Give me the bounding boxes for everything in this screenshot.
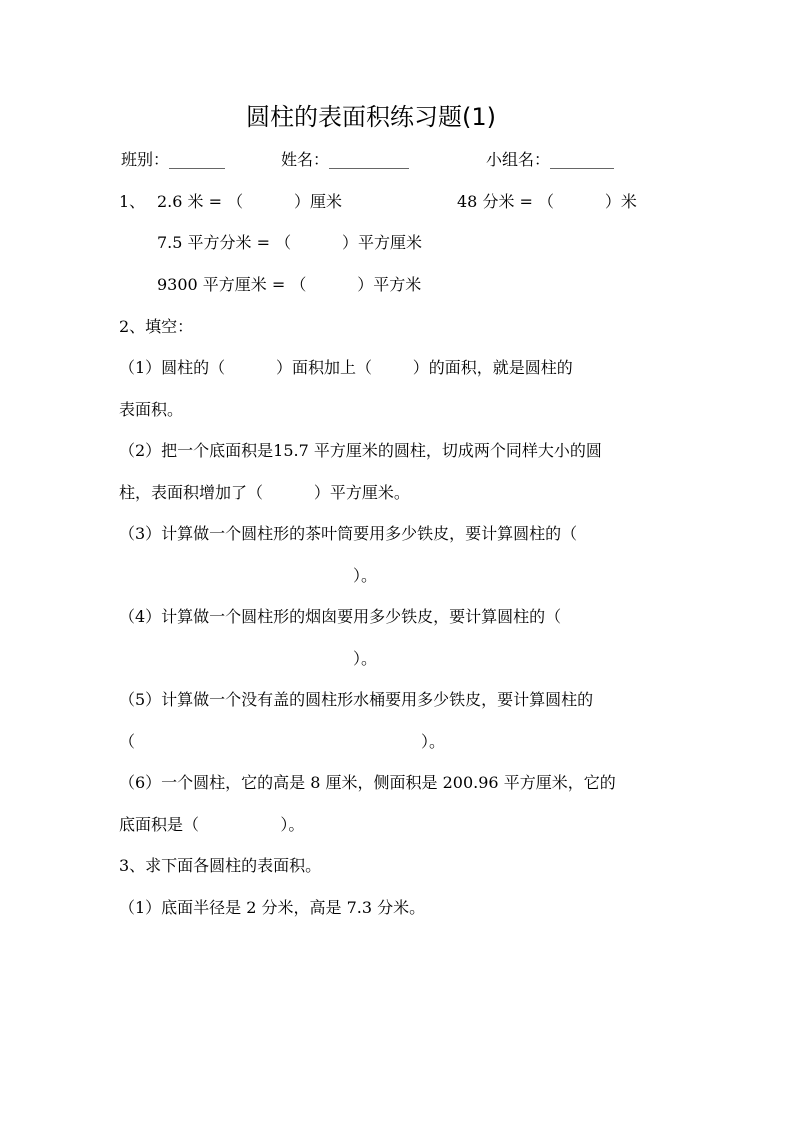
q2-p2-line2: 柱，表面积增加了（ ）平方厘米。 xyxy=(119,483,410,502)
page-title: 圆柱的表面积练习题(1) xyxy=(246,103,496,131)
group-field: 小组名：________ xyxy=(486,150,615,169)
q2-p5-line1: （5）计算做一个没有盖的圆柱形水桶要用多少铁皮，要计算圆柱的 xyxy=(119,690,594,709)
q1-item-d: 9300 平方厘米 = （ ）平方米 xyxy=(157,275,422,294)
q2-p6-line2: 底面积是（ ）。 xyxy=(119,815,305,834)
q2-p5-line2-open: （ xyxy=(119,732,136,751)
q1-item-c: 7.5 平方分米 = （ ）平方厘米 xyxy=(157,233,422,252)
q2-p6-line1: （6）一个圆柱，它的高是 8 厘米，侧面积是 200.96 平方厘米，它的 xyxy=(119,773,616,792)
q2-p3-line2: ）。 xyxy=(353,566,378,585)
q2-heading: 2、填空： xyxy=(119,317,194,336)
q1-item-b: 48 分米 = （ ）米 xyxy=(457,192,637,211)
q3-heading: 3、求下面各圆柱的表面积。 xyxy=(119,856,322,875)
q1-number: 1、 xyxy=(119,192,146,211)
q3-p1: （1）底面半径是 2 分米，高是 7.3 分米。 xyxy=(119,898,426,917)
q2-p4-line2: ）。 xyxy=(353,649,378,668)
name-field: 姓名：__________ xyxy=(281,150,410,169)
class-field: 班别：_______ xyxy=(121,150,226,169)
q2-p5-line2-close: ）。 xyxy=(421,732,446,751)
q2-p4-line1: （4）计算做一个圆柱形的烟囱要用多少铁皮，要计算圆柱的（ xyxy=(119,607,562,626)
q2-p3-line1: （3）计算做一个圆柱形的茶叶筒要用多少铁皮，要计算圆柱的（ xyxy=(119,524,578,543)
q2-p1-line2: 表面积。 xyxy=(119,400,184,419)
q1-item-a: 2.6 米 = （ ）厘米 xyxy=(157,192,342,211)
q2-p1-line1: （1）圆柱的（ ）面积加上（ ）的面积，就是圆柱的 xyxy=(119,358,573,377)
q2-p2-line1: （2）把一个底面积是15.7 平方厘米的圆柱，切成两个同样大小的圆 xyxy=(119,441,602,460)
